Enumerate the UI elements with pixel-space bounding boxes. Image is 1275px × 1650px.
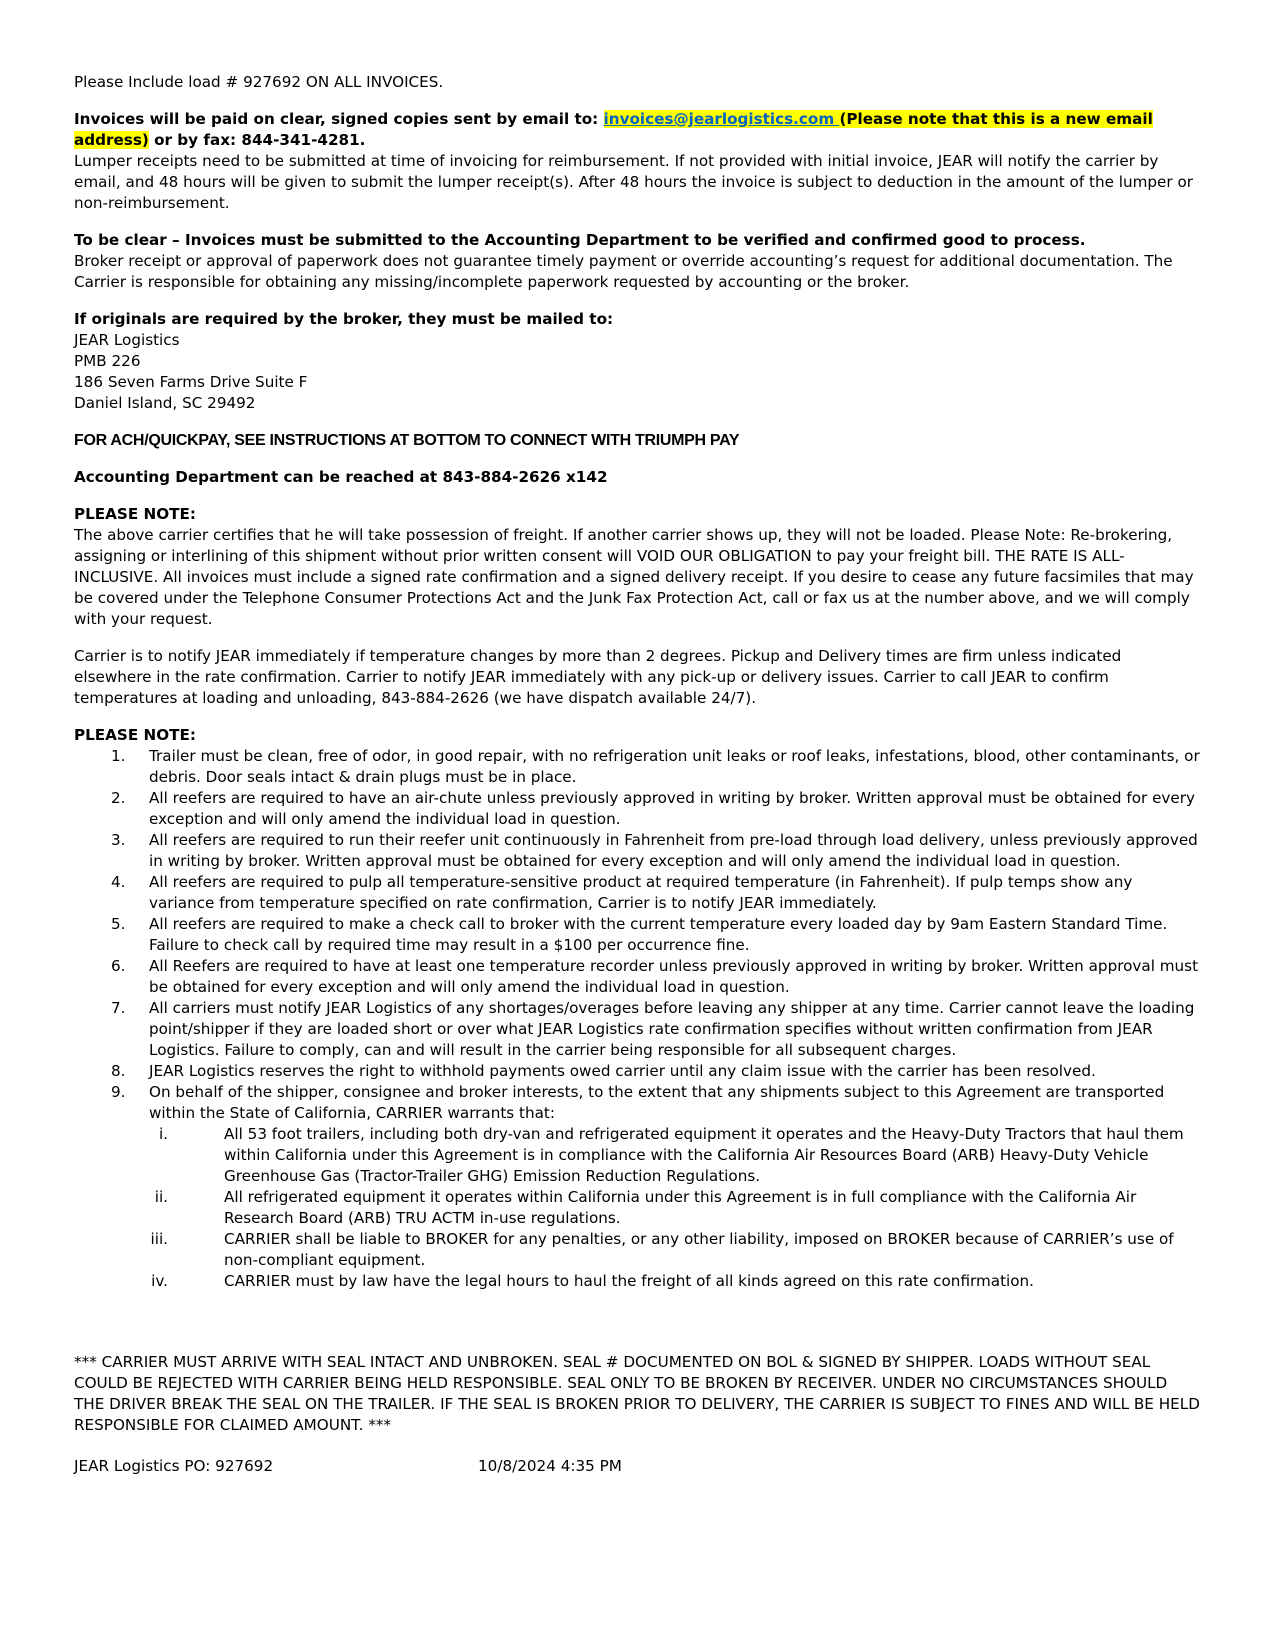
invoice-heading-lead: Invoices will be paid on clear, signed copies sent by email to: <box>74 110 604 128</box>
list-item-text: JEAR Logistics reserves the right to withhold payments owed carrier until any claim issue with the carrier has been resolved. <box>149 1062 1096 1080</box>
please-note-heading: PLEASE NOTE: <box>74 726 196 744</box>
originals-heading: If originals are required by the broker, they must be mailed to: <box>74 310 614 328</box>
address-line: JEAR Logistics <box>74 331 180 349</box>
list-number: 9. <box>111 1083 126 1101</box>
sublist-item <box>149 1229 1201 1271</box>
invoice-heading <box>74 109 1201 151</box>
invoice-fax: or by fax: 844-341-4281. <box>148 131 366 149</box>
list-item <box>74 998 1201 1061</box>
list-item <box>74 1082 1201 1292</box>
list-number: 7. <box>111 999 126 1017</box>
list-number: 3. <box>111 831 126 849</box>
footer-datetime: 10/8/2024 4:35 PM <box>478 1457 622 1475</box>
list-item <box>74 746 1201 788</box>
list-item-text: All Reefers are required to have at least one temperature recorder unless previously approved in writing by broker. Written approval must be obtained for every exception and will only amend the individual load in question. <box>149 957 1199 996</box>
address-line: 186 Seven Farms Drive Suite F <box>74 373 308 391</box>
list-item <box>74 788 1201 830</box>
new-email-note: (Please note that this is a new email address) <box>74 110 1153 149</box>
california-sublist <box>149 1124 1201 1292</box>
lumper-paragraph: Lumper receipts need to be submitted at time of invoicing for reimbursement. If not provided with initial invoice, JEAR will notify the carrier by email, and 48 hours will be given to submit the lumper receipt(s). After 48 hours the invoice is subject to deduction in the amount of the lumper or non-reimbursement. <box>74 152 1193 212</box>
list-item <box>74 872 1201 914</box>
please-note-section-2 <box>74 725 1201 1292</box>
list-number: 1. <box>111 747 126 765</box>
sublist-item-text: CARRIER shall be liable to BROKER for any penalties, or any other liability, imposed on BROKER because of CARRIER’s use of non-compliant equipment. <box>224 1230 1174 1269</box>
sublist-item-text: CARRIER must by law have the legal hours to haul the freight of all kinds agreed on this rate confirmation. <box>224 1272 1035 1290</box>
please-note-section-1 <box>74 504 1201 630</box>
list-item-text: All carriers must notify JEAR Logistics of any shortages/overages before leaving any shipper at any time. Carrier cannot leave the loading point/shipper if they are loaded short or over what JEAR Logistics rate confirmation specifies without written confirmation from JEAR Logistics. Failure to comply, can and will result in the carrier being responsible for all subsequent charges. <box>149 999 1195 1059</box>
sublist-item <box>149 1271 1201 1292</box>
please-note-heading: PLEASE NOTE: <box>74 505 196 523</box>
seal-notice: *** CARRIER MUST ARRIVE WITH SEAL INTACT AND UNBROKEN. SEAL # DOCUMENTED ON BOL & SIGNED BY SHIPPER. LOADS WITHOUT SEAL COULD BE REJECTED WITH CARRIER BEING HELD RESPONSIBLE. SEAL ONLY TO BE BROKEN BY RECEIVER. UNDER NO CIRCUMSTANCES SHOULD THE DRIVER BREAK THE SEAL ON THE TRAILER. IF THE SEAL IS BROKEN PRIOR TO DELIVERY, THE CARRIER IS SUBJECT TO FINES AND WILL BE HELD RESPONSIBLE FOR CLAIMED AMOUNT. *** <box>74 1353 1200 1434</box>
sublist-number: ii. <box>154 1188 168 1206</box>
list-item <box>74 1061 1201 1082</box>
list-item <box>74 914 1201 956</box>
clear-section <box>74 230 1201 293</box>
footer-po-number: JEAR Logistics PO: 927692 <box>74 1457 274 1475</box>
list-number: 4. <box>111 873 126 891</box>
list-item-text: All reefers are required to have an air-chute unless previously approved in writing by broker. Written approval must be obtained for every exception and will only amend the individual load in question. <box>149 789 1195 828</box>
list-item-text: On behalf of the shipper, consignee and broker interests, to the extent that any shipments subject to this Agreement are transported within the State of California, CARRIER warrants that: <box>149 1083 1165 1122</box>
list-item <box>74 956 1201 998</box>
list-number: 2. <box>111 789 126 807</box>
sublist-number: i. <box>158 1125 168 1143</box>
sublist-number: iii. <box>150 1230 168 1248</box>
sublist-item <box>149 1187 1201 1229</box>
sublist-item-text: All 53 foot trailers, including both dry-van and refrigerated equipment it operates and the Heavy-Duty Tractors that haul them within California under this Agreement is in compliance with the California Air Resources Board (ARB) Heavy-Duty Vehicle Greenhouse Gas (Tractor-Trailer GHG) Emission Reduction Regulations. <box>224 1125 1184 1185</box>
please-note-paragraph: The above carrier certifies that he will take possession of freight. If another carrier shows up, they will not be loaded. Please Note: Re-brokering, assigning or interlining of this shipment without prior written consent will VOID OUR OBLIGATION to pay your freight bill. THE RATE IS ALL-INCLUSIVE. All invoices must include a signed rate confirmation and a signed delivery receipt. If you desire to cease any future facsimiles that may be covered under the Telephone Consumer Protections Act and the Junk Fax Protection Act, call or fax us at the number above, and we will comply with your request. <box>74 526 1194 628</box>
list-number: 6. <box>111 957 126 975</box>
list-item-text: All reefers are required to pulp all temperature-sensitive product at required temperature (in Fahrenheit). If pulp temps show any variance from temperature specified on rate confirmation, Carrier is to notify JEAR immediately. <box>149 873 1133 912</box>
originals-section <box>74 309 1201 414</box>
list-item <box>74 830 1201 872</box>
sublist-number: iv. <box>151 1272 168 1290</box>
requirements-list <box>74 746 1201 1292</box>
invoice-email-link[interactable]: invoices@jearlogistics.com <box>603 110 840 128</box>
list-item-text: All reefers are required to run their reefer unit continuously in Fahrenheit from pre-load through load delivery, unless previously approved in writing by broker. Written approval must be obtained for every exception and will only amend the individual load in question. <box>149 831 1198 870</box>
footer <box>74 1456 1201 1477</box>
ach-heading: FOR ACH/QUICKPAY, SEE INSTRUCTIONS AT BOTTOM TO CONNECT WITH TRIUMPH PAY <box>74 432 740 449</box>
accounting-contact: Accounting Department can be reached at 843-884-2626 x142 <box>74 468 608 486</box>
clear-heading: To be clear – Invoices must be submitted to the Accounting Department to be verified and confirmed good to process. <box>74 231 1086 249</box>
list-number: 5. <box>111 915 126 933</box>
sublist-item <box>149 1124 1201 1187</box>
load-instruction: Please Include load # 927692 ON ALL INVOICES. <box>74 73 444 91</box>
address-line: Daniel Island, SC 29492 <box>74 394 256 412</box>
list-number: 8. <box>111 1062 126 1080</box>
list-item-text: All reefers are required to make a check call to broker with the current temperature every loaded day by 9am Eastern Standard Time. Failure to check call by required time may result in a $100 per occurrence fine. <box>149 915 1168 954</box>
sublist-item-text: All refrigerated equipment it operates within California under this Agreement is in full compliance with the California Air Research Board (ARB) TRU ACTM in-use regulations. <box>224 1188 1137 1227</box>
list-item-text: Trailer must be clean, free of odor, in good repair, with no refrigeration unit leaks or roof leaks, infestations, blood, other contaminants, or debris. Door seals intact & drain plugs must be in place. <box>149 747 1200 786</box>
temperature-paragraph: Carrier is to notify JEAR immediately if temperature changes by more than 2 degrees. Pickup and Delivery times are firm unless indicated elsewhere in the rate confirmation. Carrier to notify JEAR immediately with any pick-up or delivery issues. Carrier to call JEAR to confirm temperatures at loading and unloading, 843-884-2626 (we have dispatch available 24/7). <box>74 647 1122 707</box>
clear-paragraph: Broker receipt or approval of paperwork does not guarantee timely payment or override accounting’s request for additional documentation. The Carrier is responsible for obtaining any missing/incomplete paperwork requested by accounting or the broker. <box>74 252 1173 291</box>
invoice-section <box>74 109 1201 214</box>
address-line: PMB 226 <box>74 352 141 370</box>
